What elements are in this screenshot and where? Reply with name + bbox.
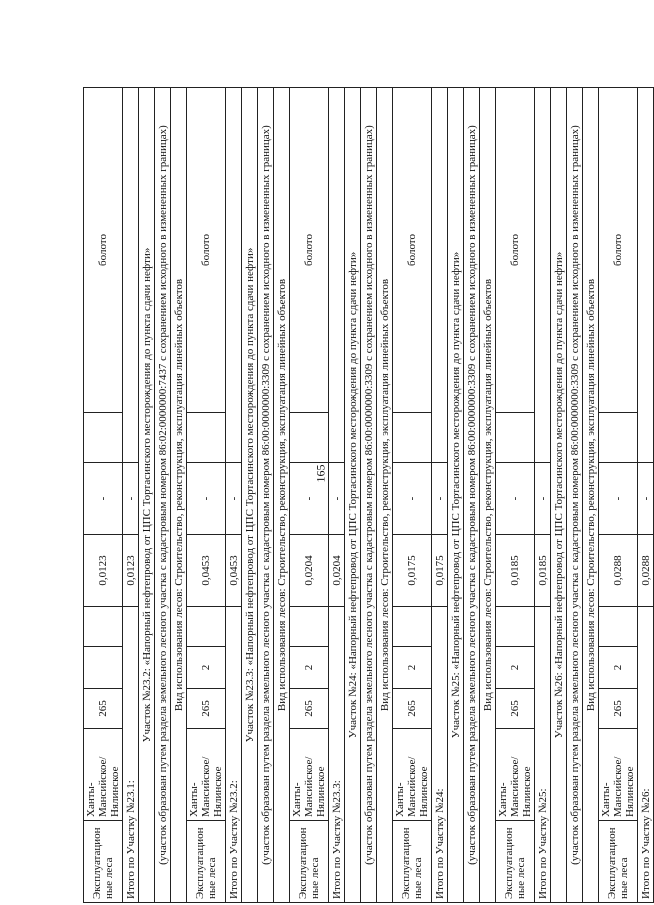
land-kind-cell: болото — [496, 88, 535, 413]
plot-total-label: Итого по Участку №25: — [535, 607, 551, 903]
empty-cell — [496, 413, 535, 463]
plot-total-area: 0,0204 — [329, 535, 345, 607]
timber-volume-cell: - — [187, 463, 226, 535]
plot-total-area: 0,0453 — [226, 535, 242, 607]
plot-total-mark: - — [432, 463, 448, 535]
plot-usage: Вид использования лесов: Строительство, реконструкция, эксплуатация линейных объектов — [480, 88, 496, 903]
quarter-cell: 265 — [599, 689, 638, 729]
plot-total-area: 0,0185 — [535, 535, 551, 607]
empty-cell — [84, 607, 123, 647]
timber-volume-cell: - — [393, 463, 432, 535]
plot-note: (участок образован путем раздела земельного лесного участка с кадастровым номером 86:00:0000000:3309 с сохранением исходного в измененных границах) — [464, 88, 480, 903]
plot-usage: Вид использования лесов: Строительство, реконструкция, эксплуатация линейных объектов — [171, 88, 187, 903]
quarter-cell: 265 — [84, 689, 123, 729]
empty-cell — [599, 413, 638, 463]
quarter-cell: 265 — [393, 689, 432, 729]
empty-cell — [187, 413, 226, 463]
plot-usage-row — [171, 88, 187, 903]
plot-total-row — [226, 88, 242, 903]
forestry-cell: Ханты-Мансийское/ Нялинское — [599, 729, 638, 821]
plot-note-row — [464, 88, 480, 903]
land-kind-cell: болото — [290, 88, 329, 413]
empty-cell — [226, 88, 242, 463]
allotment-cell — [84, 647, 123, 689]
plot-header-row — [242, 88, 258, 903]
plot-header-row — [345, 88, 361, 903]
plot-header: Участок №25: «Напорный нефтепровод от ЦПС Тортасинского месторождения до пункта сдачи нефти» — [448, 88, 464, 903]
plot-total-row — [638, 88, 654, 903]
forest-type-cell: Эксплуатацион ные леса — [393, 821, 432, 903]
allotment-cell: 2 — [393, 647, 432, 689]
plot-header-row — [448, 88, 464, 903]
quarter-cell: 265 — [187, 689, 226, 729]
table-row — [187, 88, 226, 903]
plot-total-label: Итого по Участку №24: — [432, 607, 448, 903]
allotment-cell: 2 — [290, 647, 329, 689]
timber-volume-cell: - — [290, 463, 329, 535]
plot-header: Участок №23.2: «Напорный нефтепровод от ЦПС Тортасинского месторождения до пункта сдачи нефти» — [139, 88, 155, 903]
forestry-cell: Ханты-Мансийское/ Нялинское — [290, 729, 329, 821]
empty-cell — [329, 88, 345, 463]
plot-total-label: Итого по Участку №26: — [638, 607, 654, 903]
area-cell: 0,0204 — [290, 535, 329, 607]
table-row — [393, 88, 432, 903]
land-kind-cell: болото — [599, 88, 638, 413]
plot-total-area: 0,0175 — [432, 535, 448, 607]
plot-usage: Вид использования лесов: Строительство, реконструкция, эксплуатация линейных объектов — [377, 88, 393, 903]
plot-header: Участок №24: «Напорный нефтепровод от ЦПС Тортасинского месторождения до пункта сдачи нефти» — [345, 88, 361, 903]
land-kind-cell: болото — [187, 88, 226, 413]
forestry-cell: Ханты-Мансийское/ Нялинское — [84, 729, 123, 821]
allotment-cell: 2 — [599, 647, 638, 689]
plot-note-row — [567, 88, 583, 903]
land-kind-cell: болото — [393, 88, 432, 413]
table-row — [290, 88, 329, 903]
empty-cell — [84, 413, 123, 463]
plot-header-row — [139, 88, 155, 903]
plot-note-row — [361, 88, 377, 903]
forest-type-cell: Эксплуатацион ные леса — [496, 821, 535, 903]
empty-cell — [393, 413, 432, 463]
plot-usage-row — [583, 88, 599, 903]
rotated-table-container — [83, 88, 652, 903]
plot-header: Участок №23.3: «Напорный нефтепровод от ЦПС Тортасинского месторождения до пункта сдачи нефти» — [242, 88, 258, 903]
empty-cell — [393, 607, 432, 647]
table-viewport — [83, 88, 652, 903]
table-row — [84, 88, 123, 903]
plot-header: Участок №26: «Напорный нефтепровод от ЦПС Тортасинского месторождения до пункта сдачи нефти» — [551, 88, 567, 903]
empty-cell — [290, 607, 329, 647]
allotment-cell: 2 — [187, 647, 226, 689]
table-row — [496, 88, 535, 903]
area-cell: 0,0185 — [496, 535, 535, 607]
forest-type-cell: Эксплуатацион ные леса — [599, 821, 638, 903]
plot-total-area: 0,0123 — [123, 535, 139, 607]
plot-usage-row — [480, 88, 496, 903]
plot-total-row — [329, 88, 345, 903]
plot-total-row — [432, 88, 448, 903]
table-body — [84, 88, 654, 903]
empty-cell — [535, 88, 551, 463]
timber-volume-cell: - — [496, 463, 535, 535]
plot-note: (участок образован путем раздела земельного лесного участка с кадастровым номером 86:00:0000000:3309 с сохранением исходного в измененных границах) — [361, 88, 377, 903]
plot-total-label: Итого по Участку №23.1: — [123, 607, 139, 903]
plot-total-mark: - — [123, 463, 139, 535]
empty-cell — [638, 88, 654, 463]
plot-usage: Вид использования лесов: Строительство, реконструкция, эксплуатация линейных объектов — [274, 88, 290, 903]
plot-total-area: 0,0288 — [638, 535, 654, 607]
plot-total-label: Итого по Участку №23.2: — [226, 607, 242, 903]
plot-note: (участок образован путем раздела земельного лесного участка с кадастровым номером 86:02:0000000:7437 с сохранением исходного в измененных границах) — [155, 88, 171, 903]
page-number: 165 — [313, 464, 328, 483]
forest-plots-table — [83, 87, 654, 903]
plot-note: (участок образован путем раздела земельного лесного участка с кадастровым номером 86:00:0000000:3309 с сохранением исходного в измененных границах) — [567, 88, 583, 903]
forest-type-cell: Эксплуатацион ные леса — [290, 821, 329, 903]
quarter-cell: 265 — [496, 689, 535, 729]
table-row — [599, 88, 638, 903]
forest-type-cell: Эксплуатацион ные леса — [187, 821, 226, 903]
allotment-cell: 2 — [496, 647, 535, 689]
forestry-cell: Ханты-Мансийское/ Нялинское — [496, 729, 535, 821]
plot-total-mark: - — [226, 463, 242, 535]
plot-total-mark: - — [535, 463, 551, 535]
area-cell: 0,0175 — [393, 535, 432, 607]
plot-total-row — [123, 88, 139, 903]
plot-usage: Вид использования лесов: Строительство, реконструкция, эксплуатация линейных объектов — [583, 88, 599, 903]
plot-total-label: Итого по Участку №23.3: — [329, 607, 345, 903]
empty-cell — [187, 607, 226, 647]
plot-usage-row — [274, 88, 290, 903]
empty-cell — [599, 607, 638, 647]
area-cell: 0,0123 — [84, 535, 123, 607]
plot-note-row — [258, 88, 274, 903]
forestry-cell: Ханты-Мансийское/ Нялинское — [393, 729, 432, 821]
timber-volume-cell: - — [599, 463, 638, 535]
plot-total-mark: - — [329, 463, 345, 535]
plot-note-row — [155, 88, 171, 903]
quarter-cell: 265 — [290, 689, 329, 729]
forest-type-cell: Эксплуатацион ные леса — [84, 821, 123, 903]
plot-note: (участок образован путем раздела земельного лесного участка с кадастровым номером 86:00:0000000:3309 с сохранением исходного в измененных границах) — [258, 88, 274, 903]
area-cell: 0,0288 — [599, 535, 638, 607]
empty-cell — [290, 413, 329, 463]
plot-total-row — [535, 88, 551, 903]
plot-header-row — [551, 88, 567, 903]
empty-cell — [123, 88, 139, 463]
area-cell: 0,0453 — [187, 535, 226, 607]
empty-cell — [432, 88, 448, 463]
land-kind-cell: болото — [84, 88, 123, 413]
plot-total-mark: - — [638, 463, 654, 535]
forestry-cell: Ханты-Мансийское/ Нялинское — [187, 729, 226, 821]
plot-usage-row — [377, 88, 393, 903]
timber-volume-cell: - — [84, 463, 123, 535]
empty-cell — [496, 607, 535, 647]
